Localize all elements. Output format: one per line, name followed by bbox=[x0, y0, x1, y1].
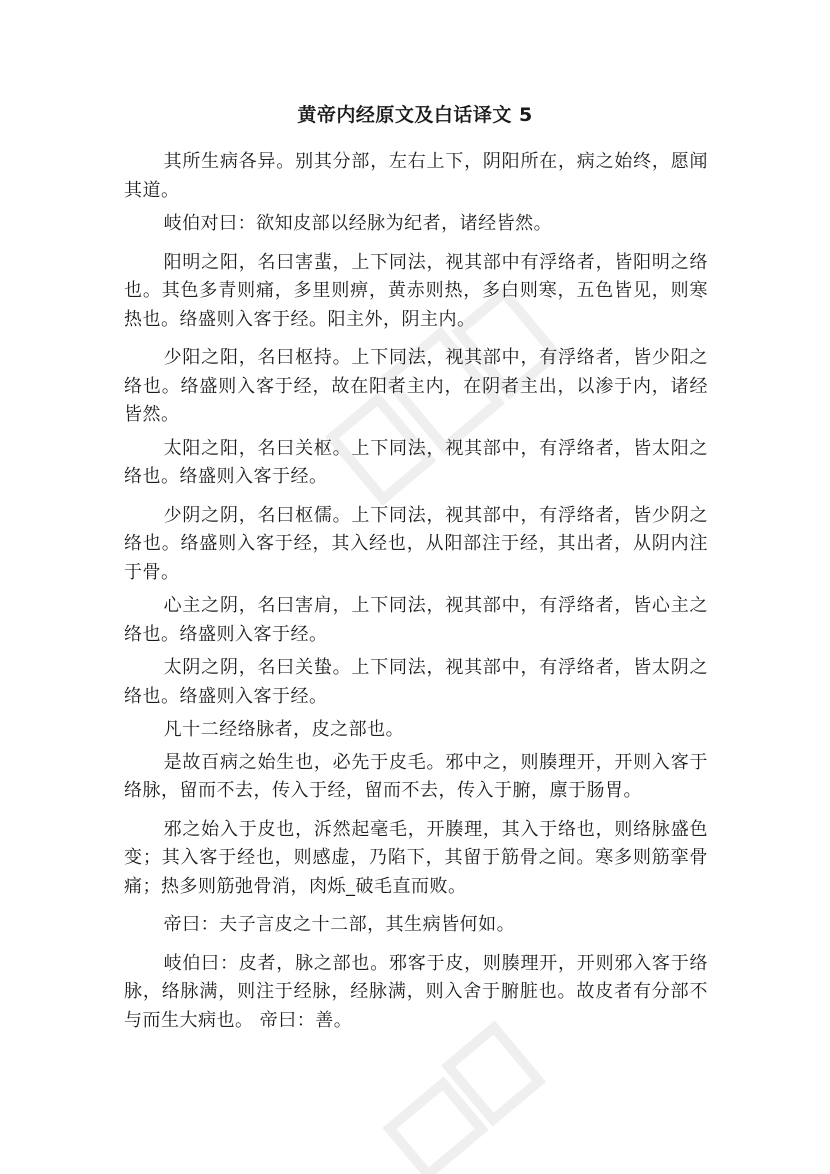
paragraph-2: 岐伯对曰：欲知皮部以经脉为纪者，诸经皆然。 bbox=[163, 213, 553, 234]
paragraph-8: 太阴之阴，名曰关蛰。上下同法，视其部中，有浮络者，皆太阴之络也。络盛则入客于经。 bbox=[124, 657, 708, 707]
paragraph-9: 凡十二经络脉者，皮之部也。 bbox=[163, 719, 405, 740]
page-title: 黄帝内经原文及白话译文 5 bbox=[297, 104, 533, 126]
document-body bbox=[124, 148, 708, 1040]
paragraph-6: 少阴之阴，名曰枢儒。上下同法，视其部中，有浮络者，皆少阴之络也。络盛则入客于经，其入经也，从阳部注于经，其出者，从阴内注于骨。 bbox=[124, 504, 708, 583]
paragraph-4: 少阳之阳，名曰枢持。上下同法，视其部中，有浮络者，皆少阳之络也。络盛则入客于经，故在阳者主内，在阴者主出，以渗于内，诸经皆然。 bbox=[124, 347, 708, 425]
paragraph-1: 其所生病各异。别其分部，左右上下，阴阳所在，病之始终，愿闻其道。 bbox=[124, 151, 708, 201]
paragraph-3: 阳明之阳，名曰害蜚，上下同法，视其部中有浮络者，皆阳明之络也。其色多青则痛，多里则痹，黄赤则热，多白则寒，五色皆见，则寒热也。络盛则入客于经。阳主外，阴主内。 bbox=[124, 251, 708, 330]
paragraph-13: 岐伯曰：皮者，脉之部也。邪客于皮，则腠理开，开则邪入客于络脉，络脉满，则注于经脉，经脉满，则入舍于腑脏也。故皮者有分部不与而生大病也。 帝曰：善。 bbox=[124, 952, 708, 1031]
paragraph-10: 是故百病之始生也，必先于皮毛。邪中之，则腠理开，开则入客于络脉，留而不去，传入于经，留而不去，传入于腑，廪于肠胃。 bbox=[124, 751, 708, 801]
paragraph-12: 帝曰：夫子言皮之十二部，其生病皆何如。 bbox=[163, 914, 516, 935]
paragraph-5: 太阳之阳，名曰关枢。上下同法，视其部中，有浮络者，皆太阳之络也。络盛则入客于经。 bbox=[124, 437, 708, 487]
paragraph-11: 邪之始入于皮也，泝然起毫毛，开腠理，其入于络也，则络脉盛色变；其入客于经也，则感虚，乃陷下，其留于筋骨之间。寒多则筋挛骨痛；热多则筋弛骨消，肉烁_破毛直而败。 bbox=[124, 818, 708, 897]
paragraph-7: 心主之阴，名曰害肩，上下同法，视其部中，有浮络者，皆心主之络也。络盛则入客于经。 bbox=[124, 595, 708, 645]
